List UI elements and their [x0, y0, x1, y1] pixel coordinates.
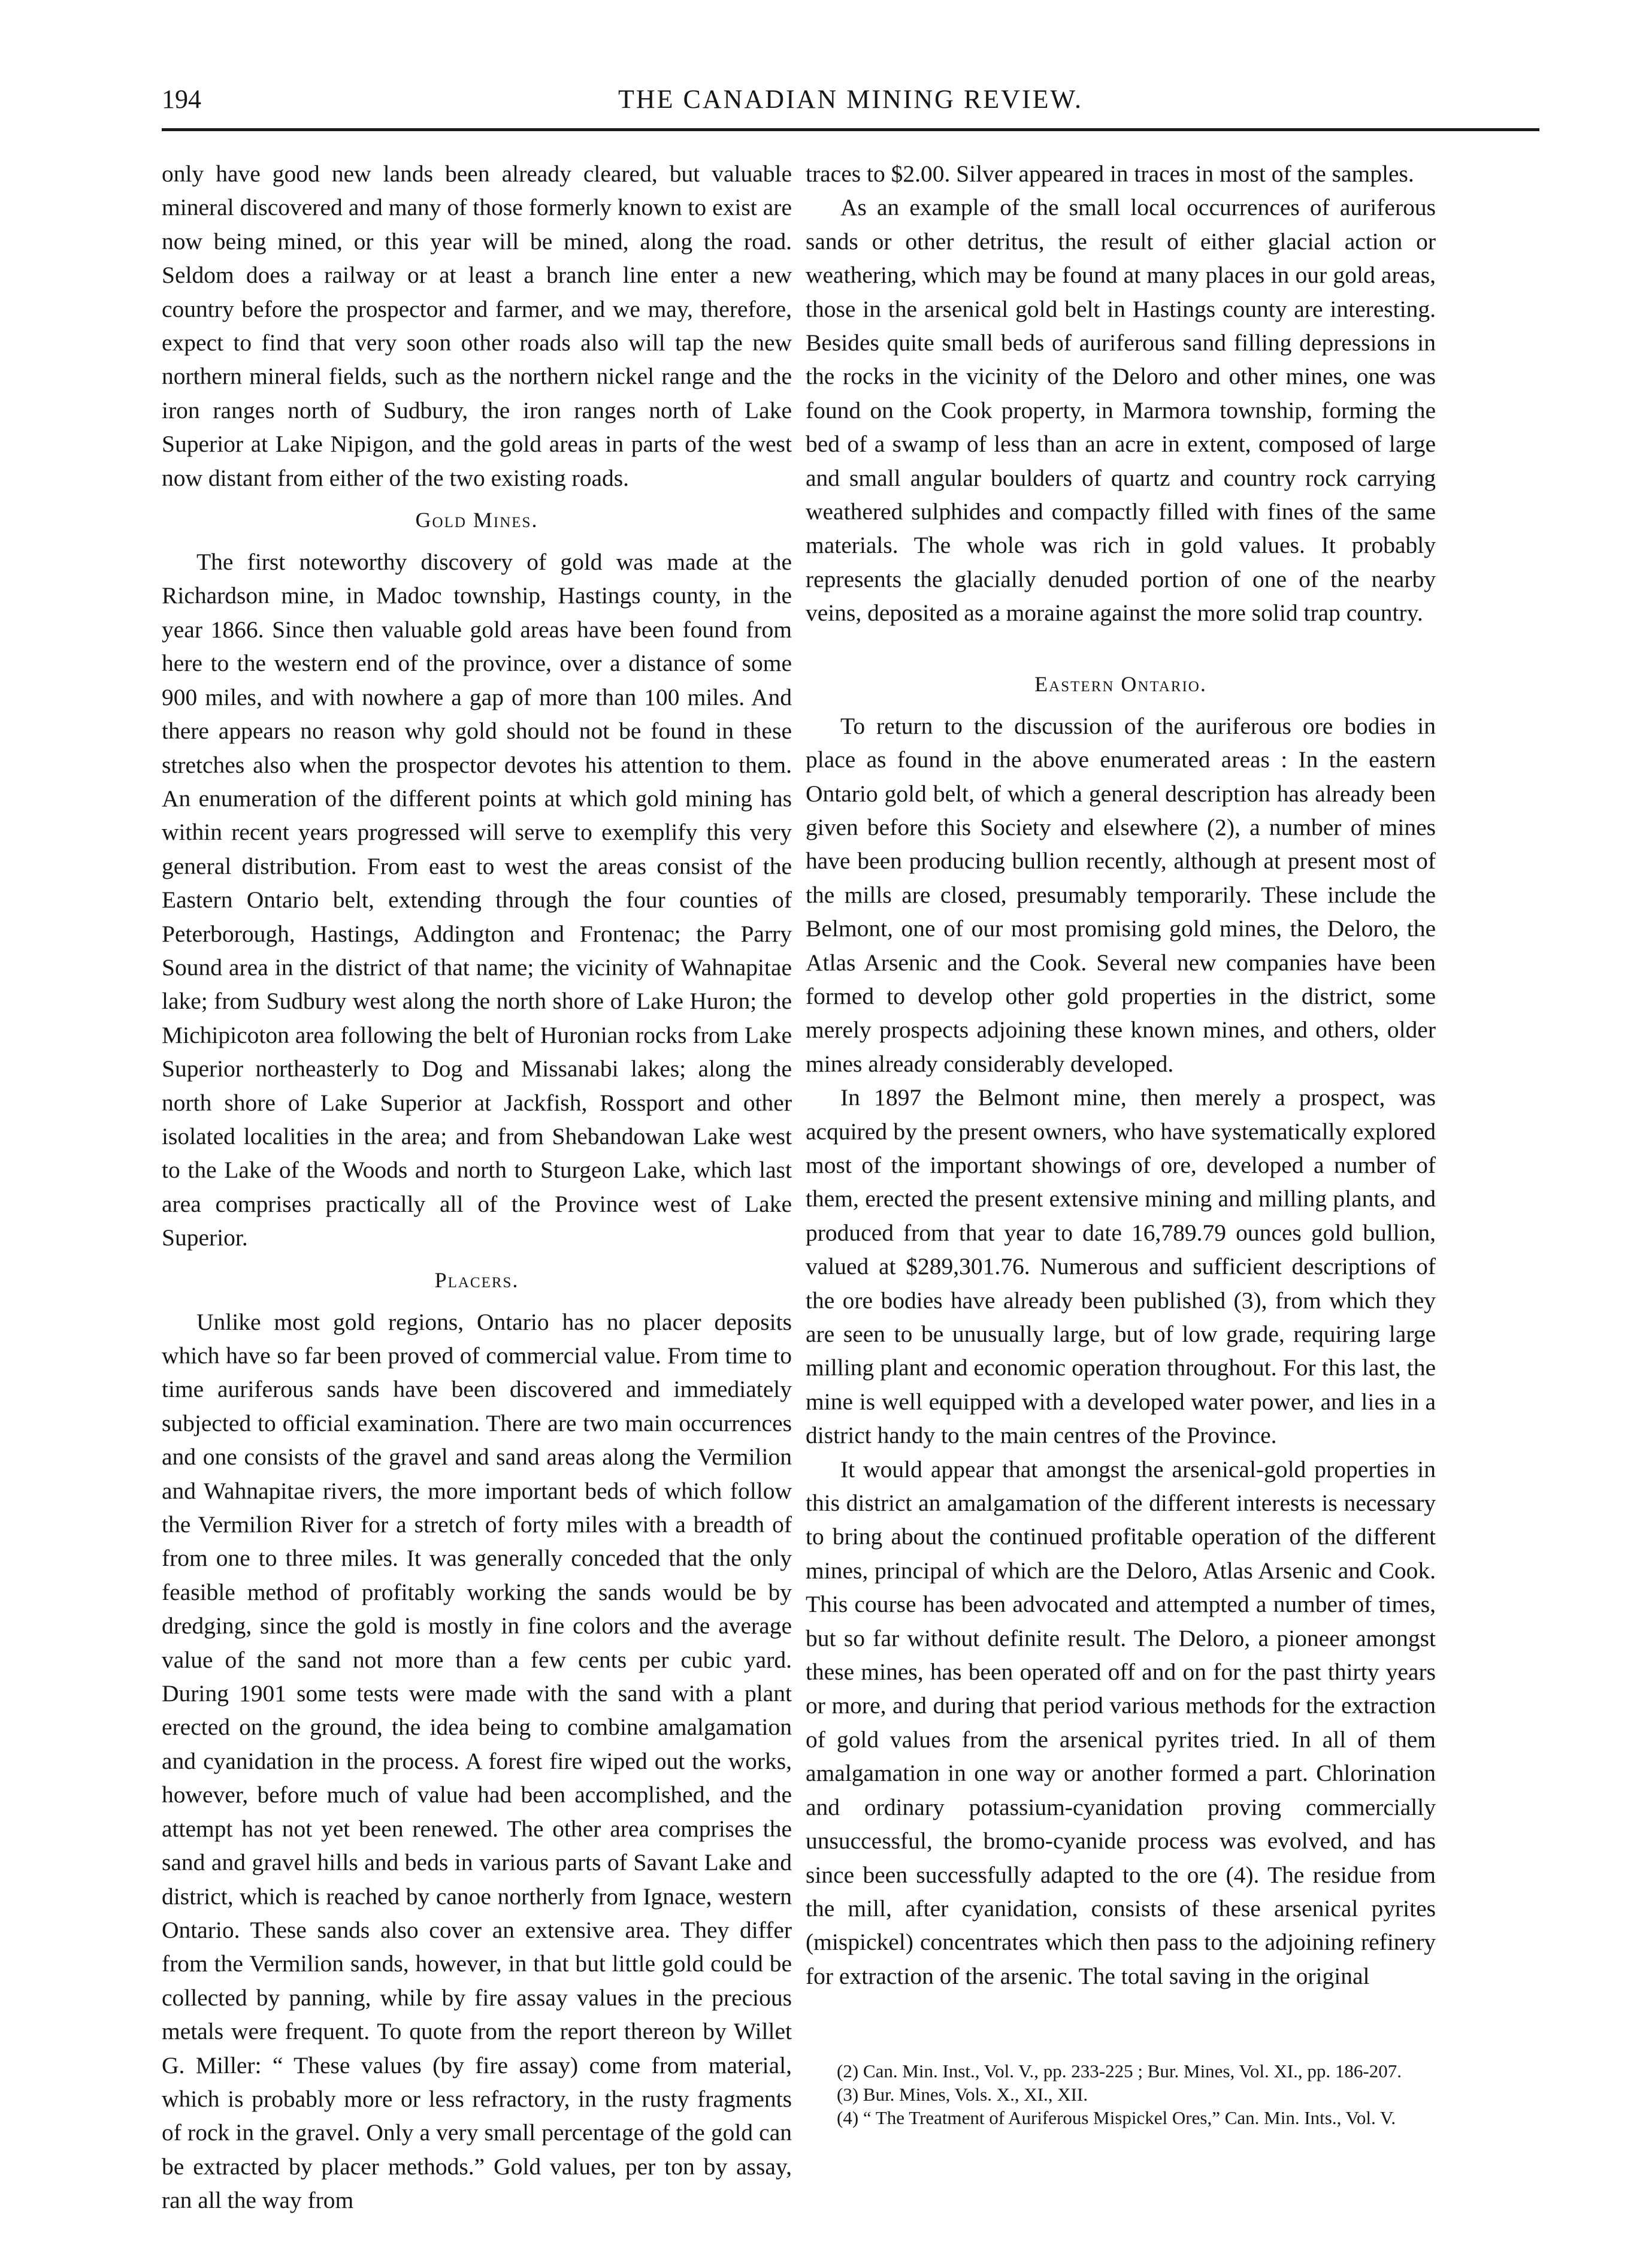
left-column	[162, 157, 792, 2217]
continuation-paragraph: traces to $2.00. Silver appeared in traces in most of the samples.	[806, 161, 1414, 187]
intro-paragraph: only have good new lands been already cleared, but valuable mineral discovered and many of those formerly known to exist are now being mined, or this year will be mined, along the road. Seldom does a railway or at least a branch line enter a new country before the prospector and farmer, and we may, therefore, expect to find that very soon other roads also will tap the new northern mineral fields, such as the northern nickel range and the iron ranges north of Sudbury, the iron ranges north of Lake Superior at Lake Nipigon, and the gold areas in parts of the west now distant from either of the two existing roads.	[162, 161, 792, 491]
placers-paragraph: Unlike most gold regions, Ontario has no placer deposits which have so far been proved of commercial value. From time to time auriferous sands have been discovered and immediately subjected to official examination. There are two main occurrences and one consists of the gravel and sand areas along the Vermilion and Wahnapitae rivers, the more important beds of which follow the Vermilion River for a stretch of forty miles with a breadth of from one to three miles. It was generally conceded that the only feasible method of profitably working the sands would be by dredging, since the gold is mostly in fine colors and the average value of the sand not more than a few cents per cubic yard. During 1901 some tests were made with the sand with a plant erected on the ground, the idea being to combine amalgamation and cyanidation in the process. A forest fire wiped out the works, however, before much of value had been accomplished, and the attempt has not yet been renewed. The other area comprises the sand and gravel hills and beds in various parts of Savant Lake and district, which is reached by canoe northerly from Ignace, western Ontario. These sands also cover an extensive area. They differ from the Vermilion sands, however, in that but little gold could be collected by panning, while by fire assay values in the precious metals were frequent. To quote from the report thereon by Willet G. Miller: “ These values (by fire assay) come from material, which is probably more or less refractory, in the rusty fragments of rock in the gravel. Only a very small percentage of the gold can be extracted by placer methods.” Gold values, per ton by assay, ran all the way from	[162, 1308, 792, 2214]
page-number: 194	[162, 84, 201, 114]
eastern-ontario-paragraph: To return to the discussion of the auriferous ore bodies in place as found in the above enumerated areas : In the eastern Ontario gold belt, of which a general description has already been given before this Society and elsewhere (2), a number of mines have been producing bullion recently, although at present most of the mills are closed, presumably temporarily. These include the Belmont, one of our most promising gold mines, the Deloro, the Atlas Arsenic and the Cook. Several new companies have been formed to develop other gold properties in the district, some merely prospects adjoining these known mines, and others, older mines already considerably developed.	[806, 712, 1436, 1077]
amalgamation-paragraph: It would appear that amongst the arsenical-gold properties in this district an amalgamation of the different interests is necessary to bring about the continued profitable operation of the different mines, principal of which are the Deloro, Atlas Arsenic and Cook. This course has been advocated and attempted a number of times, but so far without definite result. The Deloro, a pioneer amongst these mines, has been operated off and on for the past thirty years or more, and during that period various methods for the extraction of gold values from the arsenical pyrites tried. In all of them amalgamation in one way or another formed a part. Chlorination and ordinary potassium-cyanidation proving commercially unsuccessful, the bromo-cyanide process was evolved, and has since been successfully adapted to the ore (4). The residue from the mill, after cyanidation, consists of these arsenical pyrites (mispickel) concentrates which then pass to the adjoining refinery for extraction of the arsenic. The total saving in the original	[806, 1456, 1436, 1989]
header-rule	[162, 128, 1539, 131]
footnote-3: (3) Bur. Mines, Vols. X., XI., XII.	[837, 2084, 1088, 2105]
gold-mines-heading: Gold Mines.	[415, 508, 538, 533]
placers-heading: Placers.	[434, 1267, 519, 1292]
footnotes	[806, 2059, 1436, 2129]
eastern-ontario-heading: Eastern Ontario.	[1034, 671, 1207, 696]
page-header	[162, 84, 1539, 132]
journal-title: THE CANADIAN MINING REVIEW.	[618, 84, 1083, 114]
auriferous-sands-paragraph: As an example of the small local occurrences of auriferous sands or other detritus, the result of either glacial action or weathering, which may be found at many places in our gold areas, those in the arsenical gold belt in Hastings county are interesting. Besides quite small beds of auriferous sand filling depressions in the rocks in the vicinity of the Deloro and other mines, one was found on the Cook property, in Marmora township, forming the bed of a swamp of less than an acre in extent, composed of large and small angular boulders of quartz and country rock carrying weathered sulphides and compactly filled with fines of the same materials. The whole was rich in gold values. It probably represents the glacially denuded portion of one of the nearby veins, deposited as a moraine against the more solid trap country.	[806, 194, 1436, 627]
gold-mines-paragraph: The first noteworthy discovery of gold was made at the Richardson mine, in Madoc township, Hastings county, in the year 1866. Since then valuable gold areas have been found from here to the western end of the province, over a distance of some 900 miles, and with nowhere a gap of more than 100 miles. And there appears no reason why gold should not be found in these stretches also when the prospector devotes his attention to them. An enumeration of the different points at which gold mining has within recent years progressed will serve to exemplify this very general distribution. From east to west the areas consist of the Eastern Ontario belt, extending through the four counties of Peterborough, Hastings, Addington and Frontenac; the Parry Sound area in the district of that name; the vicinity of Wahnapitae lake; from Sudbury west along the north shore of Lake Huron; the Michipicoton area following the belt of Huronian rocks from Lake Superior northeasterly to Dog and Missanabi lakes; along the north shore of Lake Superior at Jackfish, Rossport and other isolated localities in the area; and from Shebandowan Lake west to the Lake of the Woods and north to Sturgeon Lake, which last area comprises practically all of the Province west of Lake Superior.	[162, 549, 792, 1251]
right-column	[806, 157, 1436, 1993]
belmont-paragraph: In 1897 the Belmont mine, then merely a prospect, was acquired by the present owners, who have systematically explored most of the important showings of ore, developed a number of them, erected the present extensive mining and milling plants, and produced from that year to date 16,789.79 ounces gold bullion, valued at $289,301.76. Numerous and sufficient descriptions of the ore bodies have already been published (3), from which they are seen to be unusually large, but of low grade, requiring large milling plant and economic operation throughout. For this last, the mine is well equipped with a developed water power, and lies in a district handy to the main centres of the Province.	[806, 1084, 1436, 1449]
footnote-4: (4) “ The Treatment of Auriferous Mispickel Ores,” Can. Min. Ints., Vol. V.	[837, 2107, 1396, 2128]
footnote-2: (2) Can. Min. Inst., Vol. V., pp. 233-225 ; Bur. Mines, Vol. XI., pp. 186-207.	[837, 2061, 1402, 2082]
